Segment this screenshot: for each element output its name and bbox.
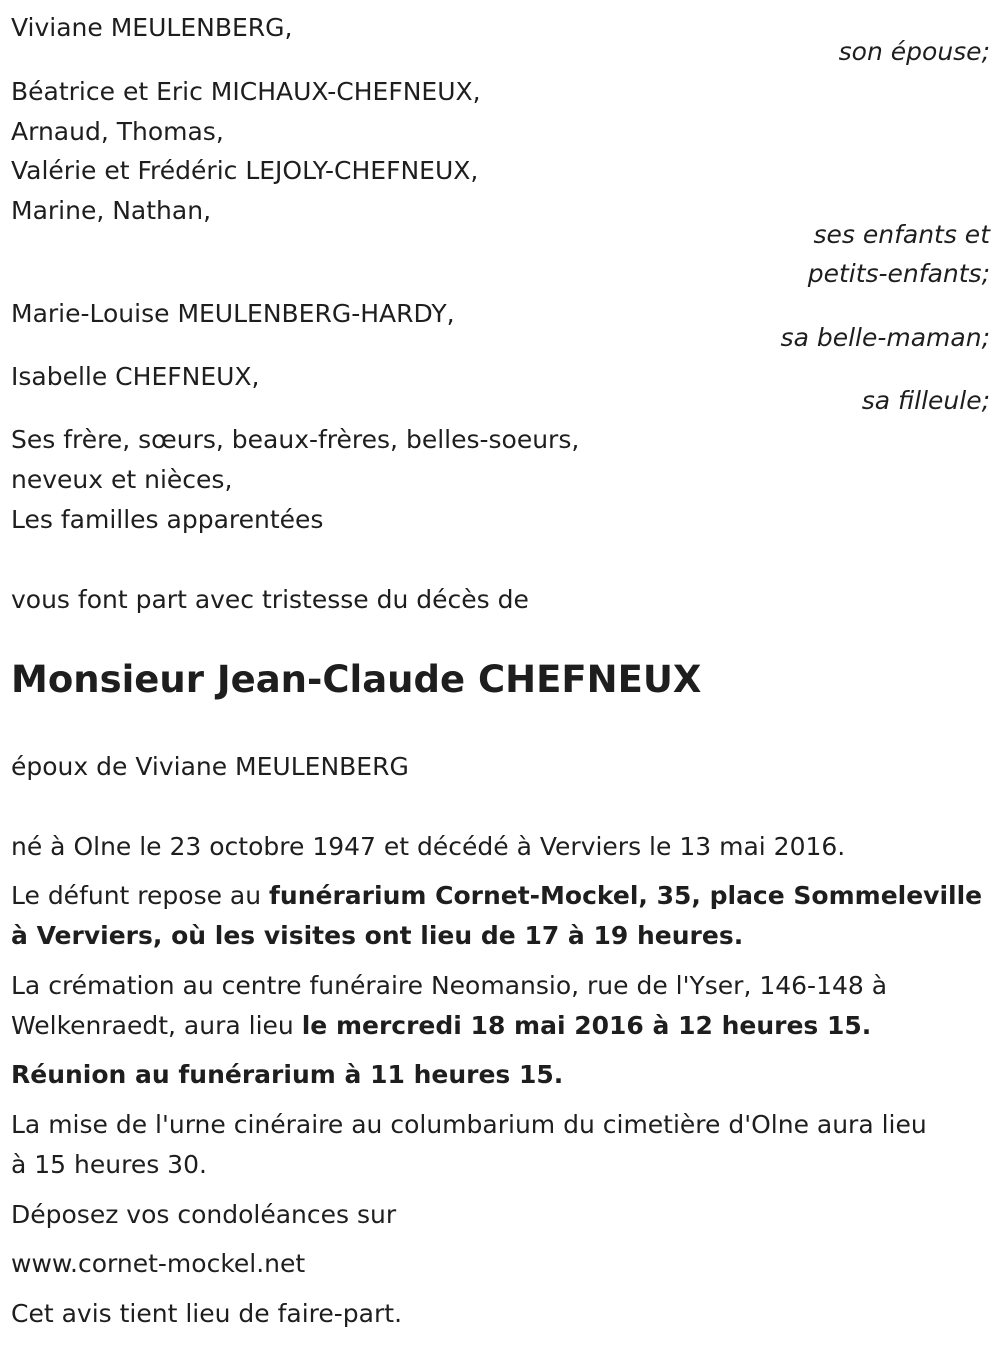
children-role: ses enfants et	[813, 220, 990, 249]
children-line: Arnaud, Thomas,	[11, 117, 224, 146]
spouse-role: son épouse;	[838, 37, 990, 66]
rest-line-1	[11, 883, 982, 908]
children-line: Marine, Nathan,	[11, 196, 212, 225]
rest-prefix: Le défunt repose au	[11, 881, 270, 910]
meeting-bold: Réunion au funérarium à 11 heures 15.	[11, 1060, 564, 1089]
children-line: Valérie et Frédéric LEJOLY-CHEFNEUX,	[11, 156, 479, 185]
spouse-of-text: époux de Viviane MEULENBERG	[11, 752, 409, 781]
relatives-line: Les familles apparentées	[11, 505, 324, 534]
cremation-line-1: La crémation au centre funéraire Neomansio, rue de l'Yser, 146-148 à	[11, 971, 888, 1000]
cremation-date: le mercredi 18 mai 2016 à 12 heures 15.	[301, 1011, 872, 1040]
cremation-prefix: Welkenraedt, aura lieu	[11, 1011, 302, 1040]
relatives-line: Ses frère, sœurs, beaux-frères, belles-soeurs,	[11, 425, 580, 454]
funerarium-address: funérarium Cornet-Mockel, 35, place Sommeleville	[269, 881, 983, 910]
birth-death-text: né à Olne le 23 octobre 1947 et décédé à Verviers le 13 mai 2016.	[11, 832, 846, 861]
visiting-hours: à Verviers, où les visites ont lieu de 17 à 19 heures.	[11, 921, 744, 950]
cremation-line-2	[11, 1013, 871, 1038]
urn-line-2: à 15 heures 30.	[11, 1150, 207, 1179]
mother-in-law-role: sa belle-maman;	[780, 323, 990, 352]
mother-in-law-name: Marie-Louise MEULENBERG-HARDY,	[11, 299, 455, 328]
grandchildren-role: petits-enfants;	[807, 259, 990, 288]
spouse-name: Viviane MEULENBERG,	[11, 13, 293, 42]
announcement-text: vous font part avec tristesse du décès de	[11, 585, 529, 614]
condolences-text: Déposez vos condoléances sur	[11, 1200, 397, 1229]
urn-line-1: La mise de l'urne cinéraire au columbarium du cimetière d'Olne aura lieu	[11, 1110, 927, 1139]
website-link[interactable]: www.cornet-mockel.net	[11, 1249, 306, 1278]
closing-text: Cet avis tient lieu de faire-part.	[11, 1299, 403, 1328]
children-line: Béatrice et Eric MICHAUX-CHEFNEUX,	[11, 77, 481, 106]
goddaughter-role: sa filleule;	[861, 386, 990, 415]
relatives-line: neveux et nièces,	[11, 465, 233, 494]
meeting-text	[11, 1062, 563, 1087]
goddaughter-name: Isabelle CHEFNEUX,	[11, 362, 260, 391]
rest-line-2	[11, 923, 743, 948]
deceased-name: Monsieur Jean-Claude CHEFNEUX	[11, 658, 702, 701]
